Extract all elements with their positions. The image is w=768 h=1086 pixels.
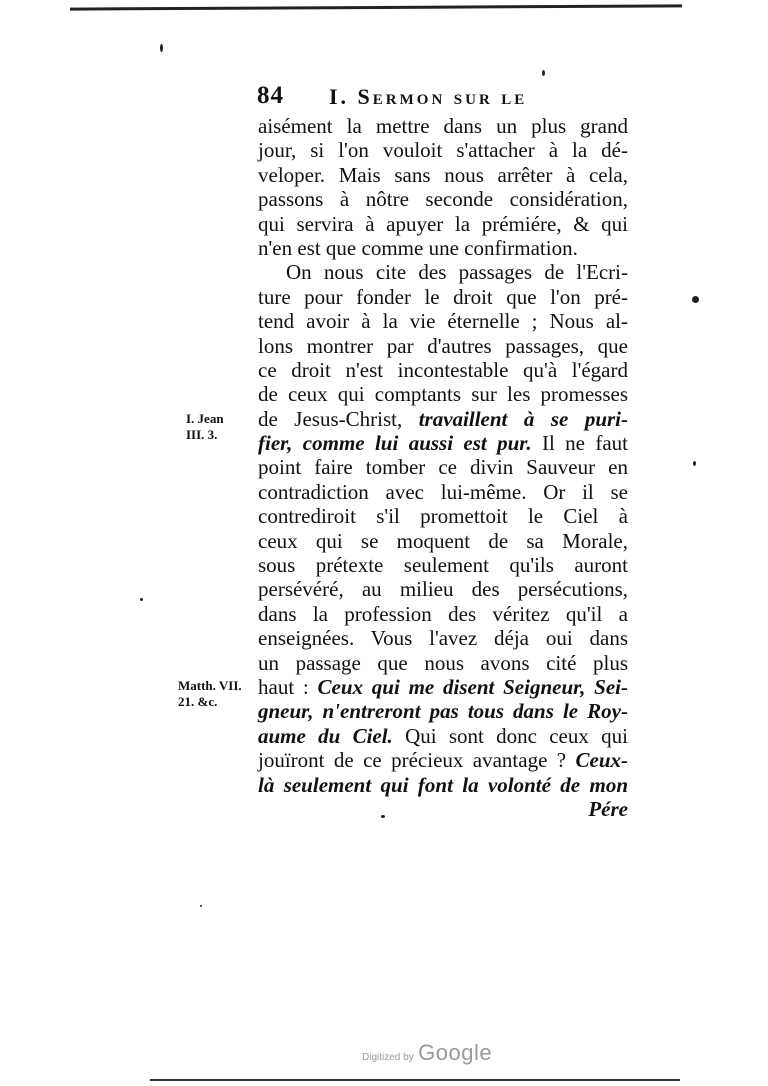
ink-speck xyxy=(160,44,163,52)
ink-speck xyxy=(692,296,699,303)
text-line: ture pour fonder le droit que l'on pré- xyxy=(258,284,628,309)
text-line xyxy=(258,773,628,797)
text-line: ceux qui se moquent de sa Morale, xyxy=(258,528,628,553)
text-line: contrediroit s'il promettoit le Ciel à xyxy=(258,504,628,529)
text-line xyxy=(258,431,628,455)
text-line: jour, si l'on vouloit s'attacher à la dé- xyxy=(258,138,628,163)
text-italic: là seulement qui font la volonté de mon xyxy=(258,772,628,797)
text-line xyxy=(258,675,628,699)
ink-speck xyxy=(381,815,385,818)
margin-note-line: I. Jean xyxy=(186,411,224,426)
text-italic: gneur, n'entreront pas tous dans le Roy- xyxy=(258,699,628,724)
text-line: lons montrer par d'autres passages, que xyxy=(258,333,628,358)
top-rule xyxy=(70,4,682,10)
text-line: contradiction avec lui-même. Or il se xyxy=(258,479,628,504)
text-line: passons à nôtre seconde considération, xyxy=(258,187,628,212)
text-line xyxy=(258,748,628,772)
text-line: aisément la mettre dans un plus grand xyxy=(258,114,628,138)
page-number: 84 xyxy=(257,82,284,109)
running-head: I. Sermon sur le xyxy=(329,84,528,109)
text-roman: Il ne faut xyxy=(531,431,628,456)
text-italic: Ceux- xyxy=(575,748,628,773)
text-roman: Qui sont donc ceux qui xyxy=(392,723,628,748)
margin-note-line: III. 3. xyxy=(186,427,218,442)
ink-speck xyxy=(200,905,202,907)
text-italic: travaillent à se puri- xyxy=(418,406,629,431)
ink-speck xyxy=(140,598,143,601)
margin-note-line: Matth. VII. xyxy=(178,678,242,693)
text-line: un passage que nous avons cité plus xyxy=(258,650,628,675)
text-line: qui servira à apuyer la prémiére, & qui xyxy=(258,211,628,236)
text-line: n'en est que comme une confirmation. xyxy=(258,235,578,260)
text-line: tend avoir à la vie éternelle ; Nous al- xyxy=(258,309,628,334)
text-italic: Ceux qui me disent Seigneur, Sei- xyxy=(317,674,628,699)
body-text xyxy=(258,114,628,821)
catchword: Pére xyxy=(588,796,628,821)
digitized-by-google-watermark xyxy=(362,1040,492,1066)
bottom-rule xyxy=(150,1079,680,1081)
text-roman: de Jesus-Christ, xyxy=(258,406,419,431)
text-line: point faire tomber ce divin Sauveur en xyxy=(258,455,628,480)
text-line: dans la profession des véritez qu'il a xyxy=(258,601,628,626)
text-line xyxy=(258,407,628,431)
margin-note-reference xyxy=(186,411,224,443)
text-line: enseignées. Vous l'avez déja oui dans xyxy=(258,626,628,651)
ink-speck xyxy=(542,70,545,76)
text-roman: jouïront de ce précieux avantage ? xyxy=(258,748,576,773)
text-italic: fier, comme lui aussi est pur. xyxy=(258,431,532,456)
text-roman: haut : xyxy=(258,674,318,699)
text-italic: aume du Ciel. xyxy=(258,723,393,748)
google-logo: Google xyxy=(418,1040,493,1065)
ink-speck xyxy=(693,461,696,466)
digitized-label: Digitized by xyxy=(362,1052,414,1063)
text-line: de ceux qui comptants sur les promesses xyxy=(258,382,628,407)
text-line: persévéré, au milieu des persécutions, xyxy=(258,577,628,602)
text-line: veloper. Mais sans nous arrêter à cela, xyxy=(258,162,628,187)
text-line: On nous cite des passages de l'Ecri- xyxy=(286,260,628,285)
text-line: sous prétexte seulement qu'ils auront xyxy=(258,553,628,578)
margin-note-reference xyxy=(178,678,242,710)
text-line: ce droit n'est incontestable qu'à l'égard xyxy=(258,357,628,382)
margin-note-line: 21. &c. xyxy=(178,694,218,709)
text-line xyxy=(258,699,628,723)
page-header xyxy=(257,82,617,112)
text-line xyxy=(258,724,628,748)
